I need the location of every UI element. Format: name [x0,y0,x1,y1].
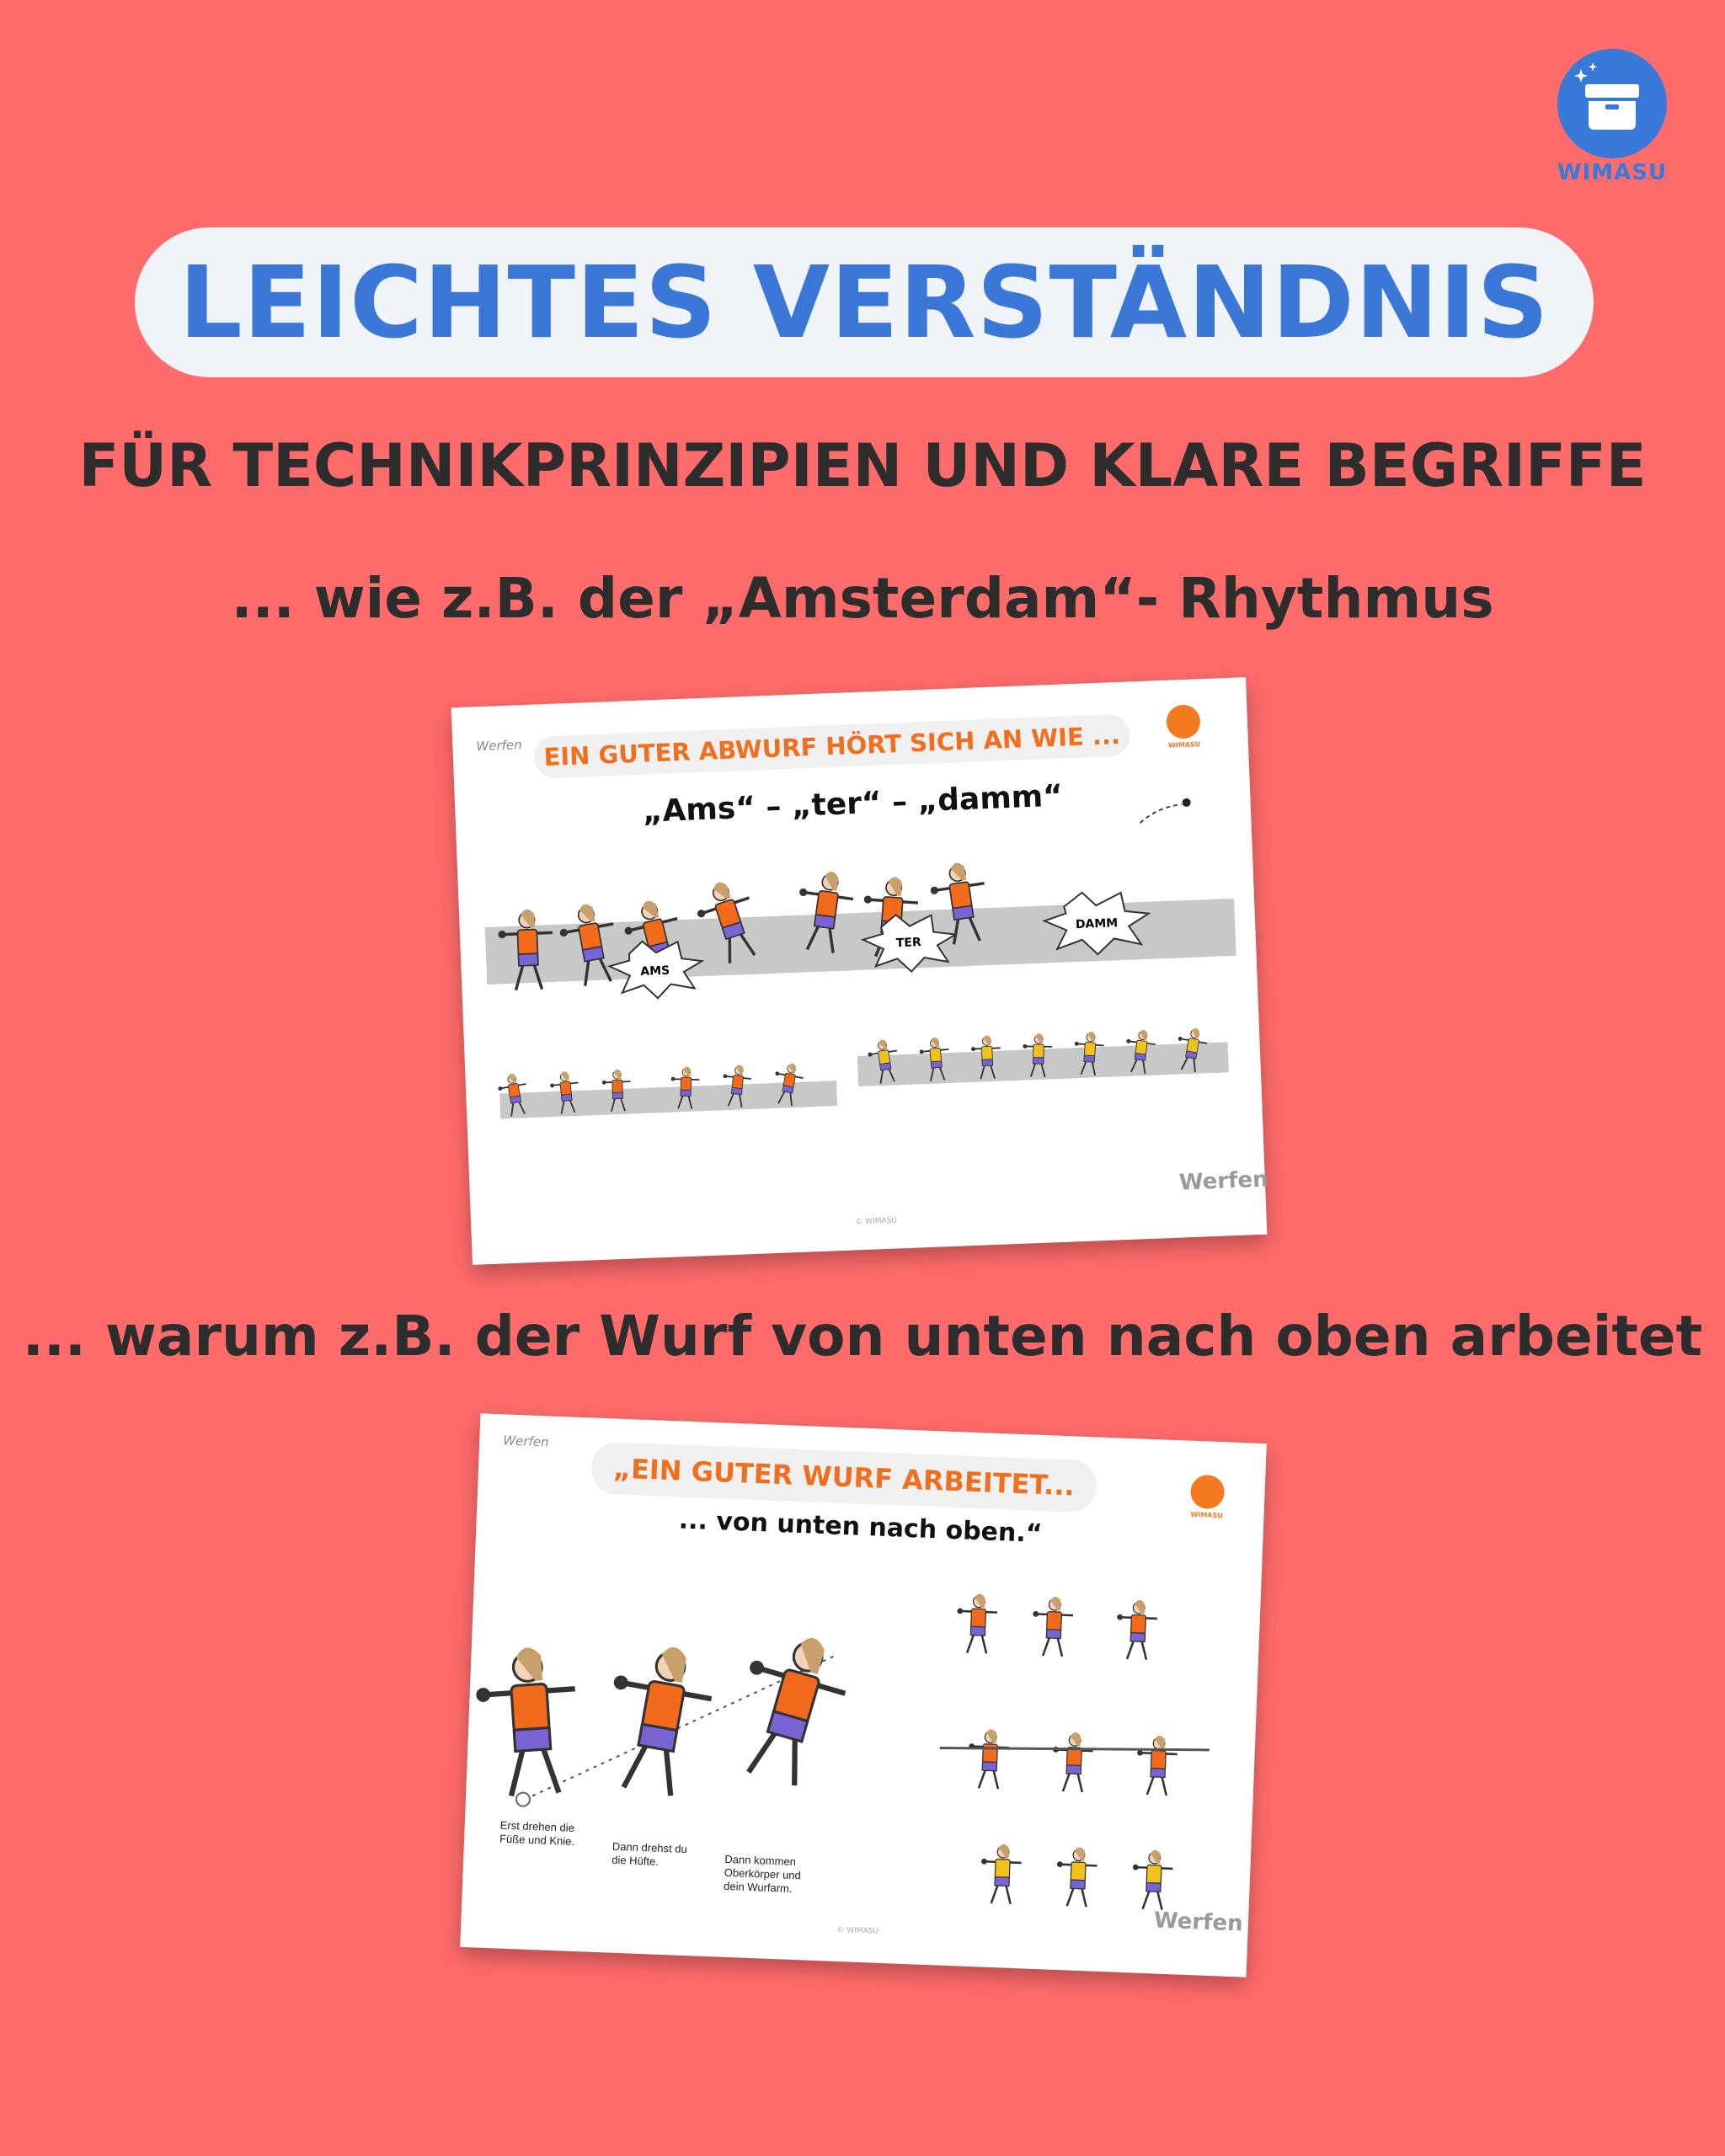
card-footer-tag: Werfen [1178,1166,1269,1196]
athlete-figure [956,1593,998,1654]
card-copyright: © WIMASU [855,1216,898,1227]
card-quote: ... von unten nach oben.“ [678,1505,1044,1549]
card-corner-tag: Werfen [476,737,522,755]
worksheet-card-amsterdam [451,677,1268,1265]
athlete-figure [721,1623,857,1791]
box-icon [1557,49,1667,158]
card-copyright: © WIMASU [836,1925,879,1936]
burst-ter-text: TER [895,936,922,951]
subtitle: FÜR TECHNIKPRINZIPIEN UND KLARE BEGRIFFE [78,431,1647,500]
athlete-figure [980,1844,1022,1904]
athlete-figure [967,1728,1009,1789]
card-quote: „Ams“ – „ter“ – „damm“ [642,778,1064,830]
caption-step-2: Dann drehst du die Hüfte. [611,1839,688,1868]
card-pill-text: EIN GUTER ABWURF HÖRT SICH AN WIE ... [542,720,1121,772]
burst-ams-text: AMS [640,963,670,979]
headline-pill [135,227,1594,377]
caption-step-1: Erst drehen die Füße und Knie. [499,1818,575,1848]
logo-text: WIMASU [1557,160,1668,185]
example1-intro: ... wie z.B. der „Amsterdam“- Rhythmus [231,566,1494,631]
athlete-figure [1031,1596,1073,1657]
example2-intro: ... warum z.B. der Wurf von unten nach oben arbeitet [22,1304,1703,1369]
wimasu-logo [1555,49,1669,185]
card-pill-text: „EIN GUTER WURF ARBEITET... [612,1452,1076,1502]
card-logo-text: WIMASU [1167,740,1201,750]
throwing-sequence-illustration [451,677,1268,1265]
card-corner-tag: Werfen [502,1433,549,1450]
athlete-figure [595,1638,719,1800]
headline: LEICHTES VERSTÄNDNIS [179,244,1550,360]
athlete-figure [1135,1735,1178,1796]
bottom-up-illustration [460,1413,1267,1977]
athlete-figure [1131,1849,1173,1910]
caption-step-3: Dann kommen Oberkörper und dein Wurfarm. [723,1852,802,1895]
athlete-figure [1115,1599,1157,1660]
burst-damm-text: DAMM [1075,916,1119,932]
worksheet-card-bottom-up [460,1413,1267,1977]
card-logo-text: WIMASU [1190,1510,1223,1520]
card-footer-tag: Werfen [1153,1908,1244,1937]
athlete-figure [1051,1732,1093,1792]
athlete-figure [473,1645,582,1798]
athlete-figure [1055,1846,1097,1907]
